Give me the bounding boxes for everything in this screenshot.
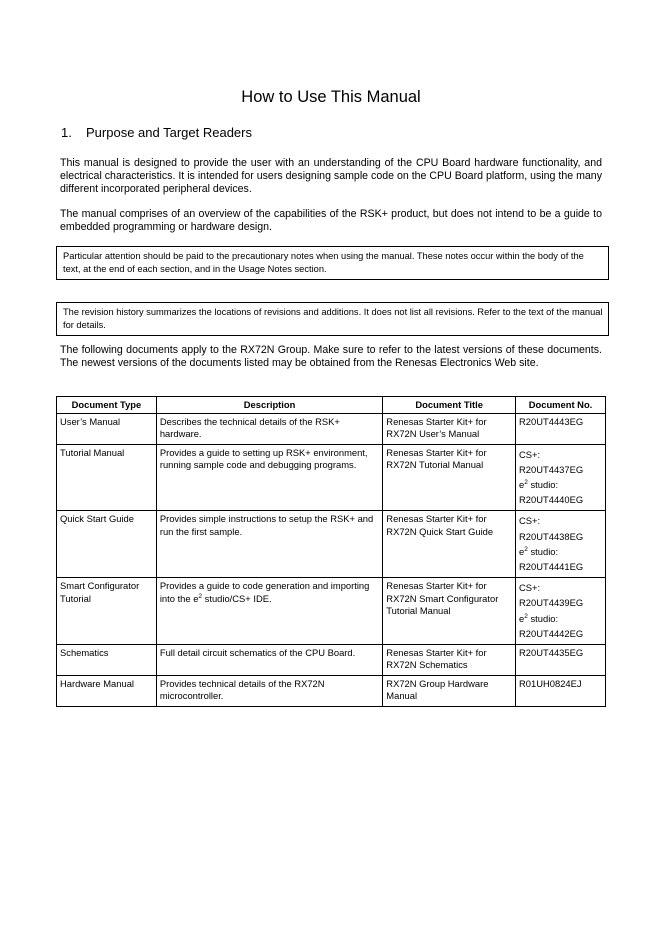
cell-number: CS+: R20UT4438EG $e^2$ studio: R20UT4441EG — [516, 511, 606, 578]
cell-description: Provides technical details of the RX72N microcontroller. — [156, 675, 382, 706]
note-box-precautions: Particular attention should be paid to the precautionary notes when using the manual. These notes occur within the body of the text, at the end of each section, and in the Usage Notes section. — [56, 246, 609, 280]
documents-table — [56, 396, 606, 707]
cell-number: R01UH0824EJ — [516, 675, 606, 706]
cell-title: Renesas Starter Kit+ for RX72N Quick Start Guide — [383, 511, 516, 578]
table-header-row — [57, 397, 606, 414]
cell-title: Renesas Starter Kit+ for RX72N Smart Configurator Tutorial Manual — [383, 578, 516, 645]
table-row — [57, 413, 606, 444]
cell-description: Describes the technical details of the RSK+ hardware. — [156, 413, 382, 444]
cell-description: Provides a guide to setting up RSK+ environment, running sample code and debugging programs. — [156, 444, 382, 511]
cell-title: Renesas Starter Kit+ for RX72N User’s Manual — [383, 413, 516, 444]
cell-description: Full detail circuit schematics of the CPU Board. — [156, 644, 382, 675]
table-row — [57, 644, 606, 675]
section-title: Purpose and Target Readers — [86, 125, 252, 140]
cell-title: Renesas Starter Kit+ for RX72N Schematics — [383, 644, 516, 675]
cell-title: Renesas Starter Kit+ for RX72N Tutorial Manual — [383, 444, 516, 511]
cell-type: Hardware Manual — [57, 675, 157, 706]
header-document-title: Document Title — [383, 397, 516, 414]
note-box-revision: The revision history summarizes the locations of revisions and additions. It does not list all revisions. Refer to the text of the manual for details. — [56, 302, 609, 336]
cell-type: Smart Configurator Tutorial — [57, 578, 157, 645]
cell-number: CS+: R20UT4439EG $e^2$ studio: R20UT4442EG — [516, 578, 606, 645]
cell-number: CS+: R20UT4437EG $e^2$ studio: R20UT4440EG — [516, 444, 606, 511]
cell-type: Tutorial Manual — [57, 444, 157, 511]
cell-title: RX72N Group Hardware Manual — [383, 675, 516, 706]
table-row — [57, 511, 606, 578]
paragraph-intro: This manual is designed to provide the user with an understanding of the CPU Board hardware functionality, and electrical characteristics. It is intended for users designing sample code on the CPU Board platform, using the many different incorporated peripheral devices. — [60, 157, 602, 195]
table-row — [57, 444, 606, 511]
cell-type: User’s Manual — [57, 413, 157, 444]
section-number: 1. — [61, 125, 72, 140]
page-title: How to Use This Manual — [241, 88, 421, 106]
cell-number: R20UT4435EG — [516, 644, 606, 675]
header-description: Description — [156, 397, 382, 414]
table-row — [57, 578, 606, 645]
cell-description: Provides simple instructions to setup the RSK+ and run the first sample. — [156, 511, 382, 578]
table-row — [57, 675, 606, 706]
header-document-no: Document No. — [516, 397, 606, 414]
paragraph-overview: The manual comprises of an overview of the capabilities of the RSK+ product, but does not intend to be a guide to embedded programming or hardware design. — [60, 208, 602, 233]
paragraph-documents: The following documents apply to the RX72N Group. Make sure to refer to the latest versions of these documents. The newest versions of the documents listed may be obtained from the Renesas Electronics Web site. — [60, 344, 602, 369]
cell-type: Quick Start Guide — [57, 511, 157, 578]
cell-type: Schematics — [57, 644, 157, 675]
header-document-type: Document Type — [57, 397, 157, 414]
section-heading — [61, 125, 252, 140]
cell-description: Provides a guide to code generation and importing into the $e^2$ studio/CS+ IDE. — [156, 578, 382, 645]
cell-number: R20UT4443EG — [516, 413, 606, 444]
